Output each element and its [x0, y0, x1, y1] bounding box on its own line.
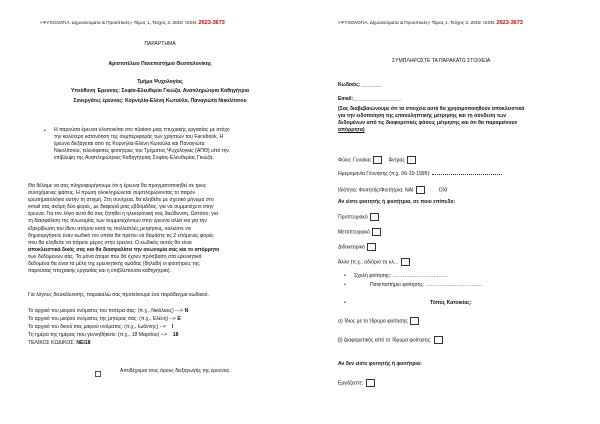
employment-checkbox[interactable]	[366, 379, 375, 387]
level-other-label: Άλλο (π.χ., αδιόρισ τη κλ...	[338, 259, 399, 266]
code-row	[28, 332, 178, 338]
code-row	[28, 316, 181, 322]
student-status-row	[338, 186, 447, 194]
privacy-line: (Σας διαβεβαιώνουμε ότι τα στοιχεία αυτά θα χρησιμοποιηθούν αποκλειστικά	[338, 106, 525, 112]
residence-a-label: α) Ίδιος με το Ίδρυμα φοίτησης	[338, 318, 408, 325]
level-doctoral-label: Διδακτορικό	[338, 244, 365, 251]
university-name: Αριστοτέλειο Πανεπιστήμιο Θεσσαλονίκης	[108, 61, 212, 67]
employment-row	[338, 379, 376, 387]
bullet-marker: •	[344, 273, 346, 279]
body-line: των δεδομένων σας. Τα μόνα άτομα που θα έχουν πρόσβαση στα ερευνητικά	[28, 253, 202, 260]
bullet-marker: •	[344, 282, 346, 288]
intro-line: Νικολίτσιου, τελειόφοιτες φοιτήτριες του Τμήματος Ψυχολογίας (ΑΠΘ) υπό την	[54, 148, 229, 155]
body-line: παρούσας πτυχιακής εργασίας και η επιβλέπουσα καθηγήτρια).	[28, 268, 171, 275]
final-code-value: NEI18	[76, 340, 91, 346]
journal-citation: «ΨΥΧΟΛΟΓΙΑ: Δημοσιεύματα & Προοπτικές» Τόμος 1, Τεύχος 3, 2018	[40, 20, 183, 25]
non-student-question: Αν δεν είστε φοιτητής ή φοιτήτρια:	[338, 361, 422, 367]
school-field[interactable]: Σχολή φοίτησης: ……………………………	[354, 273, 449, 279]
residence-a-checkbox[interactable]	[410, 317, 419, 325]
gender-row	[338, 156, 417, 164]
level-undergraduate-label: Προπτυχιακό	[338, 214, 368, 221]
collaborators: Συνεργάτες έρευνας: Κορνηλία-Ελένη Κωτούλα, Παναγιώτα Νικολίτσιου	[73, 98, 247, 104]
accept-terms-checkbox[interactable]	[95, 371, 101, 377]
running-header	[338, 20, 594, 26]
intro-bullet	[54, 127, 290, 162]
issn-label: ISSN:	[483, 20, 496, 25]
code-row	[28, 324, 173, 330]
body-line: email σας ακόμη δύο φορές, με διαφορά μιας εβδομάδας, για να συμμετέχετε στην	[28, 204, 214, 211]
body-line: έρευνα. Για τον λόγο αυτό θα σας ζητηθεί η ηλεκτρονική σας διεύθυνση. Ωστόσο, για	[28, 211, 218, 218]
residence-title: Τόπος Κατοικίας:	[430, 300, 472, 306]
dob-row	[338, 171, 502, 177]
code-row-text: Τη ημέρα της ημέρας που γεννηθήκατε: (π.χ., 18 Μαρτίου) -->	[28, 332, 168, 338]
level-postgraduate-checkbox[interactable]	[372, 228, 381, 236]
body-line: Θα θέλαμε να σας πληροφορήσουμε ότι η έρευνα θα πραγματοποιηθεί σε τρεις	[28, 183, 207, 189]
university-field[interactable]: Πανεπιστήμιο φοίτησης: ……………………………	[370, 282, 482, 288]
gender-label: Φύλο: Γυναίκα	[338, 157, 371, 164]
level-undergraduate-checkbox[interactable]	[370, 213, 379, 221]
body-line: δεδομένα θα είναι τα μέλη της ερευνητικής ομάδας (δηλαδή οι φοιτήτριες της	[28, 261, 200, 268]
body-line: δημιουργήσετε έναν κωδικό τον οποίο θα πρέπει να θυμάστε τις 2 επόμενες φορές	[28, 232, 214, 239]
code-row-text: Το αρχικό του δικού σας μικρού ονόματος: (π.χ., Ιωάννης) -->	[28, 324, 167, 330]
body-line: τη διασφάλιση της ανωνυμίας των συμμετεχόντων στην έρευνα αλλά και για την	[28, 218, 207, 225]
study-level-question: Αν είστε φοιτητής ή φοιτήτρια, σε ποιο επίπεδο:	[338, 199, 456, 205]
code-row-value: I	[171, 324, 174, 330]
final-code-label: ΤΕΛΙΚΟΣ ΚΩΔΙΚΟΣ:	[28, 340, 75, 346]
intro-line: επίβλεψη της Αναπληρώτριας Καθηγήτριας Σοφίας-Ελευθερίας Γκιώζα.	[54, 155, 214, 162]
residence-option-b	[338, 336, 444, 344]
level-option	[338, 228, 382, 236]
bullet-marker: •	[344, 300, 346, 306]
privacy-line: δεδομένων από τις διαφορετικές φάσεις μέτρησης και ότι θα παραμείνουν	[338, 120, 518, 127]
running-header	[40, 20, 294, 26]
bullet-marker: •	[44, 128, 46, 134]
body-line: συνεχόμενες φάσεις. Η πρώτη ολοκληρώνεται συμπληρώνοντας το παρόν	[28, 190, 196, 197]
principal-investigator: Υπεύθυνη Έρευνας: Σοφία-Ελευθερία Γκιώζα, Αναπληρώτρια Καθηγήτρια	[70, 88, 250, 94]
level-option	[338, 213, 380, 221]
body-line: ερωτηματολόγιο αυτήν τη στιγμή. Στη συνέχεια, θα κληθείτε με σχετικό μήνυμα στο	[28, 197, 214, 204]
code-row-value: E	[177, 316, 181, 322]
body-line: που θα κληθείτε να πάρετε μέρος στην έρευνα. Ο κωδικός αυτός θα είναι	[28, 239, 192, 246]
code-row-text: Το αρχικό του μικρού ονόματος του πατέρα σας: (π.χ., Νικόλαος) --->	[28, 308, 185, 314]
intro-line: την καλύτερη κατανόηση της συμπεριφοράς των χρηστών του Facebook. Η	[54, 134, 224, 141]
level-option	[338, 243, 377, 251]
residence-b-label: β) Διαφορετικός από το Ίδρυμα φοίτησης:	[338, 337, 432, 344]
level-doctoral-checkbox[interactable]	[367, 243, 376, 251]
gender-male-label: Άντρας	[388, 157, 405, 164]
student-yes-checkbox[interactable]	[416, 186, 425, 194]
student-yes-label: Ιδιότητα: Φοιτητής/Φοιτήτρια: ΝΑΙ	[338, 187, 414, 194]
privacy-notice	[338, 106, 586, 134]
privacy-line: για την ειδοποίηση της επαναληπτικής μέτρησης και τη σύνδεση των	[338, 113, 507, 120]
right-page	[300, 0, 600, 424]
code-row-text: Το αρχικό του μικρού ονόματος της μητέρας σας: (π.χ., Ελένη) -->	[28, 316, 178, 322]
code-field[interactable]: Κωδικός: _______	[338, 82, 382, 88]
study-description	[28, 183, 290, 275]
intro-line: έρευνα διεξάγεται από τις Κορνηλία-Ελένη Κωτούλα και Παναγιώτα	[54, 141, 205, 148]
level-postgraduate-label: Μεταπτυχιακό	[338, 229, 370, 236]
code-row-value: N	[184, 308, 189, 314]
student-no-label: ΟΧΙ	[438, 187, 448, 194]
intro-line: Η παρούσα έρευνα υλοποιείται στο πλαίσιο μιας πτυχιακής εργασίας με στόχο	[54, 127, 230, 133]
body-line: εξακρίβωση του ίδιου ατόμου κατά τις πολλαπλές μετρήσεις, καλείστε να	[28, 225, 191, 232]
email-field[interactable]: Email:_________________	[338, 96, 402, 102]
issn-label: ISSN:	[185, 20, 198, 25]
issn-number: 2623-3673	[496, 20, 523, 26]
code-row-value: 18	[172, 332, 179, 338]
journal-citation: «ΨΥΧΟΛΟΓΙΑ: Δημοσιεύματα & Προοπτικές» Τόμος 1, Τεύχος 3, 2018	[338, 20, 481, 25]
gender-female-checkbox[interactable]	[373, 156, 382, 164]
level-other-checkbox[interactable]	[401, 258, 410, 266]
final-code-example	[28, 340, 90, 346]
gender-male-checkbox[interactable]	[407, 156, 416, 164]
form-title: ΣΥΜΠΛΗΡΩΣΤΕ ΤΑ ΠΑΡΑΚΑΤΩ ΣΤΟΙΧΕΙΑ	[392, 58, 491, 64]
appendix-title: ΠΑΡΑΡΤΗΜΑ	[144, 41, 176, 47]
body-line-emphasis: αποκλειστικά δικός σας και θα διασφαλίσει την ανωνυμία σας και το απόρρητο	[28, 246, 220, 253]
residence-b-checkbox[interactable]	[434, 336, 443, 344]
level-option	[338, 258, 411, 266]
residence-option-a	[338, 317, 420, 325]
dob-label: Ημερομηνία Γέννησης (π.χ. 06-10-1995):	[338, 171, 431, 177]
code-intro: Για λόγους διευκόλυνσης, παρακαλώ σας προτείνουμε ένα παράδειγμα κωδικού.	[28, 292, 209, 298]
department-name: Τμήμα Ψυχολογίας	[137, 79, 183, 85]
dob-input[interactable]	[432, 174, 502, 175]
accept-terms-label: Αποδέχομαι τους όρους διεξαγωγής της έρευνας.	[120, 368, 231, 374]
employment-label: Εργάζεστε:	[338, 380, 364, 387]
code-row	[28, 308, 188, 314]
privacy-line: απόρρητα)	[338, 127, 365, 134]
issn-number: 2623-3673	[198, 20, 225, 26]
